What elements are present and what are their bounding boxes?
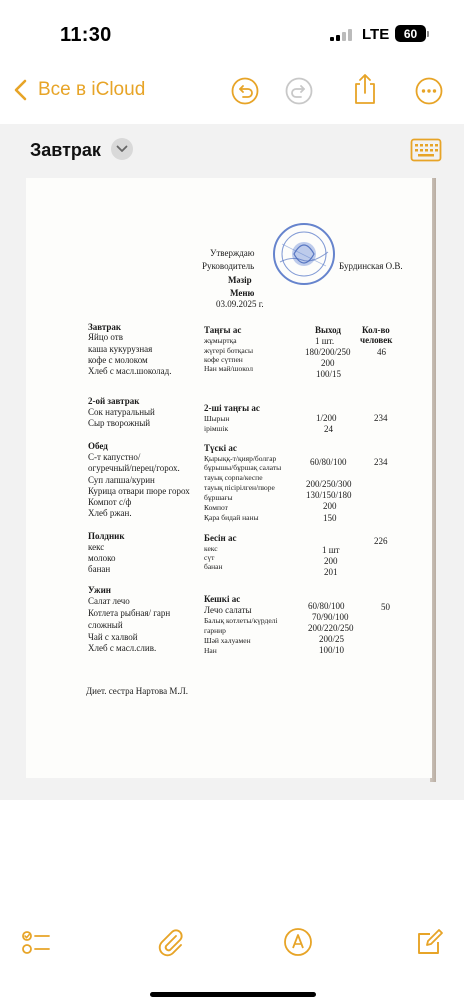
- menu-date: 03.09.2025 г.: [216, 299, 264, 309]
- signal-strength-icon: [330, 29, 352, 41]
- count-header-1: Кол-во: [362, 325, 390, 335]
- lunch-item: Суп лапша/курин: [88, 475, 155, 485]
- keyboard-icon[interactable]: [410, 138, 442, 162]
- navigation-bar: [0, 62, 464, 122]
- lunch-item-kz: тауық сорпа/кеспе: [204, 473, 263, 482]
- breakfast-item-kz: кофе сүтпен: [204, 355, 243, 364]
- menu-title-kz: Мәзір: [228, 275, 252, 285]
- dinner-title-kz: Кешкі ас: [204, 594, 241, 604]
- status-bar: [0, 0, 464, 62]
- battery-level: 60: [403, 26, 418, 41]
- head-label: Руководитель: [202, 261, 255, 271]
- breakfast-item: кофе с молоком: [88, 355, 148, 365]
- dinner-item: Котлета рыбная/ гарн: [88, 608, 171, 618]
- lunch-item-kz: Қырыққ-т/қияр/болгар: [204, 454, 277, 463]
- count-header-2: человек: [360, 335, 393, 345]
- dinner-item-kz: Нан: [204, 646, 217, 655]
- breakfast-output: 1 шт.: [315, 336, 335, 346]
- dinner-output: 100/10: [319, 645, 345, 655]
- dinner-output: 70/90/100: [312, 612, 349, 622]
- title-menu-button[interactable]: [111, 138, 133, 160]
- lunch-output: 60/80/100: [310, 457, 347, 467]
- snack-item: молоко: [88, 553, 116, 563]
- second-breakfast-output: 1/200: [316, 413, 337, 423]
- snack-title: Полдник: [88, 531, 125, 541]
- lunch-item-kz: тауық пісірілген/пюре: [204, 483, 275, 492]
- scanned-document[interactable]: [26, 178, 432, 778]
- menu-title-ru: Меню: [230, 288, 255, 298]
- breakfast-item: Хлеб с масл.шоколад.: [88, 366, 172, 376]
- lunch-item-kz: Компот: [204, 503, 228, 512]
- dinner-output: 200/220/250: [308, 623, 354, 633]
- share-icon[interactable]: [350, 72, 380, 106]
- pen-icon[interactable]: [282, 926, 314, 958]
- lunch-count: 234: [374, 457, 388, 467]
- dinner-item-kz: гарнир: [204, 626, 226, 635]
- head-name: Бурдинская О.В.: [339, 261, 403, 271]
- dinner-item-kz: Шәй халуамен: [204, 636, 251, 645]
- snack-count: 226: [374, 536, 388, 546]
- breakfast-output: 180/200/250: [305, 347, 351, 357]
- paperclip-icon[interactable]: [154, 926, 186, 958]
- breakfast-item-kz: жүгері ботқасы: [204, 346, 254, 355]
- official-stamp-icon: [272, 222, 336, 286]
- lunch-item: Компот с/ф: [88, 497, 132, 507]
- snack-title-kz: Бесін ас: [204, 533, 237, 543]
- dinner-item-kz: Балық котлеты/күрделі: [204, 616, 278, 625]
- breakfast-title: Завтрак: [88, 322, 122, 332]
- snack-output: 201: [324, 567, 338, 577]
- dinner-item-kz: Лечо салаты: [204, 605, 252, 615]
- breakfast-count: 46: [377, 347, 386, 357]
- note-title-bar: [0, 124, 464, 178]
- battery-cap: [427, 31, 429, 37]
- dinner-item: сложный: [88, 620, 123, 630]
- lunch-output: 150: [323, 513, 337, 523]
- checklist-icon[interactable]: [20, 926, 52, 958]
- dietitian-signature: Диет. сестра Нартова М.Л.: [86, 686, 188, 696]
- lunch-output: 200: [323, 501, 337, 511]
- second-breakfast-count: 234: [374, 413, 388, 423]
- breakfast-item: Яйцо отв: [88, 332, 123, 342]
- status-time: 11:30: [60, 24, 112, 46]
- lunch-item: С-т капустно/: [88, 452, 141, 462]
- lunch-item-kz: Қара бидай наны: [204, 513, 259, 522]
- second-breakfast-item-kz: ірімшік: [204, 424, 229, 433]
- compose-icon[interactable]: [414, 926, 446, 958]
- second-breakfast-item: Сок натуральный: [88, 407, 155, 417]
- snack-item: банан: [88, 564, 111, 574]
- lunch-item: огуречный/перец/горох.: [88, 463, 180, 473]
- lunch-item-kz: бұрышы/бұршақ салаты: [204, 463, 282, 472]
- second-breakfast-item: Сыр творожный: [88, 418, 151, 428]
- undo-icon[interactable]: [230, 76, 260, 106]
- redo-icon[interactable]: [284, 76, 314, 106]
- dinner-title: Ужин: [88, 585, 111, 595]
- note-title[interactable]: Завтрак: [30, 140, 101, 160]
- lunch-item: Хлеб ржан.: [88, 508, 132, 518]
- breakfast-item-kz: Нан май/шокол: [204, 364, 253, 373]
- home-indicator[interactable]: [150, 992, 316, 997]
- dinner-output: 60/80/100: [308, 601, 345, 611]
- bottom-toolbar: [0, 920, 464, 970]
- approve-label: Утверждаю: [210, 248, 255, 258]
- output-header: Выход: [315, 325, 341, 335]
- snack-item-kz: кекс: [204, 544, 218, 553]
- snack-output: 1 шт: [322, 545, 340, 555]
- lunch-title: Обед: [88, 441, 108, 451]
- dinner-item: Чай с халвой: [88, 632, 138, 642]
- second-breakfast-title-kz: 2-ші таңғы ас: [204, 403, 260, 413]
- back-label: Все в iCloud: [38, 79, 146, 100]
- chevron-down-icon: [116, 145, 128, 153]
- breakfast-item-kz: жұмыртқа: [204, 336, 237, 345]
- battery-icon: [395, 25, 426, 42]
- dinner-item: Хлеб с масл.слив.: [88, 643, 157, 653]
- second-breakfast-item-kz: Шырын: [204, 414, 230, 423]
- lunch-item: Курица отвари пюре горох: [88, 486, 190, 496]
- lunch-item-kz: бұршағы: [204, 493, 233, 502]
- breakfast-output: 100/15: [316, 369, 342, 379]
- network-type: LTE: [362, 26, 390, 43]
- breakfast-title-kz: Таңғы ас: [204, 325, 242, 335]
- lunch-output: 130/150/180: [306, 490, 352, 500]
- snack-item: кекс: [88, 542, 105, 552]
- second-breakfast-title: 2-ой завтрак: [88, 396, 140, 406]
- more-icon[interactable]: [414, 76, 444, 106]
- back-button[interactable]: [8, 74, 145, 106]
- second-breakfast-output: 24: [324, 424, 333, 434]
- breakfast-output: 200: [321, 358, 335, 368]
- snack-item-kz: банан: [204, 562, 223, 571]
- snack-item-kz: сүт: [204, 553, 215, 562]
- breakfast-item: каша кукурузная: [88, 344, 153, 354]
- dinner-output: 200/25: [319, 634, 345, 644]
- dinner-count: 50: [381, 602, 390, 612]
- dinner-item: Салат лечо: [88, 596, 130, 606]
- lunch-title-kz: Түскі ас: [204, 443, 237, 453]
- snack-output: 200: [324, 556, 338, 566]
- chevron-left-icon: [8, 77, 34, 103]
- lunch-output: 200/250/300: [306, 479, 352, 489]
